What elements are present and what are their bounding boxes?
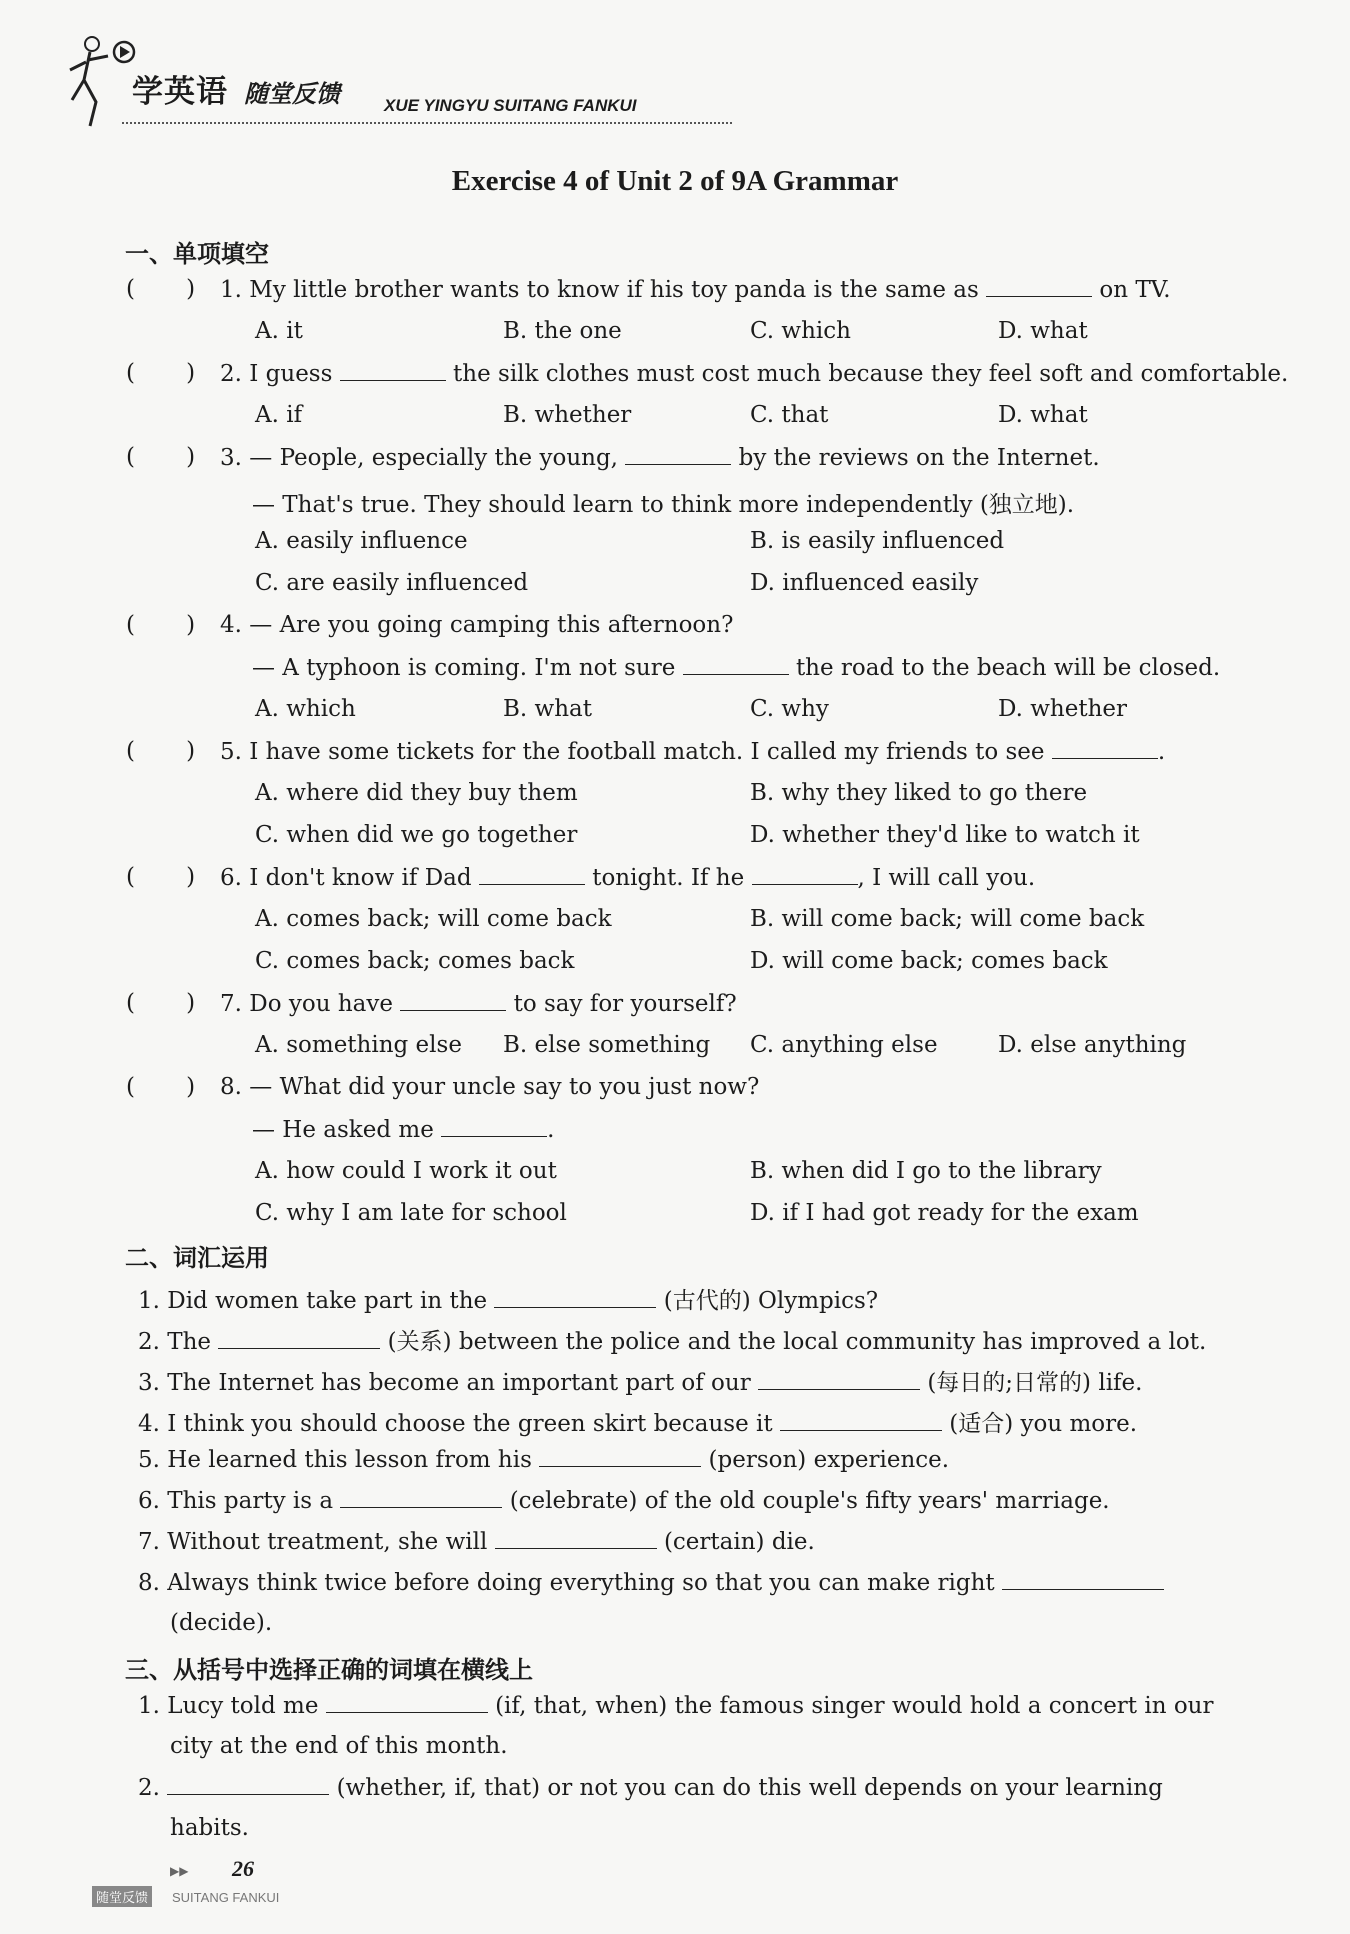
answer-blank[interactable]	[479, 864, 585, 885]
mc-option: A. it	[255, 318, 303, 344]
runner-figure-icon	[62, 30, 142, 130]
answer-blank[interactable]	[167, 1774, 329, 1795]
vocab-item-3: 3. The Internet has become an important part of our (每日的;日常的) life.	[138, 1370, 1143, 1396]
mc-option: B. the one	[503, 318, 622, 344]
vocab-item-1: 1. Did women take part in the (古代的) Olympics?	[138, 1288, 879, 1314]
section-title-3: 三、从括号中选择正确的词填在横线上	[125, 1656, 533, 1684]
answer-blank[interactable]	[752, 864, 858, 885]
vocab-item-8-cont: (decide).	[170, 1610, 273, 1636]
mc-option: D. what	[998, 402, 1088, 428]
brand-subtitle: 随堂反馈	[244, 80, 340, 108]
choose-item-1: 1. Lucy told me (if, that, when) the famous singer would hold a concert in our	[138, 1693, 1214, 1719]
mc-dialogue: — A typhoon is coming. I'm not sure the road to the beach will be closed.	[252, 655, 1221, 681]
answer-paren[interactable]: ( )	[126, 444, 196, 470]
mc-question-1: 1. My little brother wants to know if his toy panda is the same as on TV.	[220, 277, 1171, 303]
mc-option: B. when did I go to the library	[750, 1158, 1102, 1184]
mc-option: D. whether they'd like to watch it	[750, 822, 1140, 848]
mc-option: A. which	[255, 696, 356, 722]
mc-option: B. is easily influenced	[750, 528, 1005, 554]
brand-pinyin: XUE YINGYU SUITANG FANKUI	[384, 96, 637, 115]
answer-blank[interactable]	[625, 444, 731, 465]
choose-item-2: 2. (whether, if, that) or not you can do this well depends on your learning	[138, 1775, 1163, 1801]
mc-option: C. are easily influenced	[255, 570, 529, 596]
mc-option: D. what	[998, 318, 1088, 344]
mc-option: A. comes back; will come back	[255, 906, 612, 932]
vocab-item-7: 7. Without treatment, she will (certain) die.	[138, 1529, 815, 1555]
header	[62, 30, 682, 130]
mc-option: B. will come back; will come back	[750, 906, 1145, 932]
section-title-1: 一、单项填空	[125, 240, 269, 268]
answer-paren[interactable]: ( )	[126, 864, 196, 890]
answer-paren[interactable]: ( )	[126, 1074, 196, 1100]
mc-question-8: 8. — What did your uncle say to you just now?	[220, 1074, 760, 1100]
answer-paren[interactable]: ( )	[126, 738, 196, 764]
answer-blank[interactable]	[441, 1116, 547, 1137]
answer-blank[interactable]	[340, 1487, 502, 1508]
answer-blank[interactable]	[494, 1287, 656, 1308]
mc-dialogue: — That's true. They should learn to think more independently (独立地).	[252, 492, 1075, 518]
mc-option: D. else anything	[998, 1032, 1187, 1058]
answer-blank[interactable]	[683, 654, 789, 675]
mc-option: C. why I am late for school	[255, 1200, 567, 1226]
mc-question-5: 5. I have some tickets for the football match. I called my friends to see .	[220, 739, 1166, 765]
answer-paren[interactable]: ( )	[126, 276, 196, 302]
answer-blank[interactable]	[758, 1369, 920, 1390]
answer-blank[interactable]	[1002, 1569, 1164, 1590]
answer-blank[interactable]	[539, 1446, 701, 1467]
mc-question-6: 6. I don't know if Dad tonight. If he , I will call you.	[220, 865, 1036, 891]
answer-paren[interactable]: ( )	[126, 990, 196, 1016]
mc-option: C. anything else	[750, 1032, 938, 1058]
answer-blank[interactable]	[495, 1528, 657, 1549]
header-divider	[122, 122, 732, 124]
mc-question-3: 3. — People, especially the young, by the reviews on the Internet.	[220, 445, 1100, 471]
footer-brand: 随堂反馈	[92, 1886, 152, 1907]
mc-question-2: 2. I guess the silk clothes must cost much because they feel soft and comfortable.	[220, 361, 1289, 387]
mc-option: C. which	[750, 318, 851, 344]
mc-option: C. that	[750, 402, 829, 428]
answer-blank[interactable]	[340, 360, 446, 381]
page-title: Exercise 4 of Unit 2 of 9A Grammar	[451, 165, 899, 197]
answer-paren[interactable]: ( )	[126, 360, 196, 386]
mc-option: A. easily influence	[255, 528, 468, 554]
answer-blank[interactable]	[326, 1692, 488, 1713]
mc-option: D. influenced easily	[750, 570, 979, 596]
mc-option: C. comes back; comes back	[255, 948, 575, 974]
vocab-item-2: 2. The (关系) between the police and the local community has improved a lot.	[138, 1329, 1207, 1355]
double-arrow-icon: ▶▶	[170, 1864, 189, 1878]
answer-blank[interactable]	[986, 276, 1092, 297]
answer-paren[interactable]: ( )	[126, 612, 196, 638]
footer-brand-pinyin: SUITANG FANKUI	[172, 1890, 280, 1905]
choose-item-2-cont: habits.	[170, 1815, 249, 1841]
page-number: 26	[232, 1856, 254, 1881]
vocab-item-6: 6. This party is a (celebrate) of the old couple's fifty years' marriage.	[138, 1488, 1110, 1514]
vocab-item-5: 5. He learned this lesson from his (person) experience.	[138, 1447, 950, 1473]
mc-option: C. when did we go together	[255, 822, 578, 848]
mc-question-7: 7. Do you have to say for yourself?	[220, 991, 737, 1017]
mc-question-4: 4. — Are you going camping this afternoon?	[220, 612, 734, 638]
vocab-item-4: 4. I think you should choose the green skirt because it (适合) you more.	[138, 1411, 1138, 1437]
mc-option: A. how could I work it out	[255, 1158, 557, 1184]
mc-option: B. else something	[503, 1032, 711, 1058]
mc-option: D. whether	[998, 696, 1128, 722]
answer-blank[interactable]	[400, 990, 506, 1011]
brand-title: 学英语	[132, 74, 228, 110]
mc-option: A. where did they buy them	[255, 780, 578, 806]
answer-blank[interactable]	[218, 1328, 380, 1349]
mc-option: B. why they liked to go there	[750, 780, 1088, 806]
mc-option: A. if	[255, 402, 303, 428]
choose-item-1-cont: city at the end of this month.	[170, 1733, 508, 1759]
section-title-2: 二、词汇运用	[125, 1244, 269, 1272]
mc-option: A. something else	[255, 1032, 462, 1058]
mc-dialogue: — He asked me .	[252, 1117, 555, 1143]
mc-option: B. whether	[503, 402, 632, 428]
answer-blank[interactable]	[780, 1410, 942, 1431]
mc-option: D. if I had got ready for the exam	[750, 1200, 1139, 1226]
vocab-item-8: 8. Always think twice before doing everything so that you can make right	[138, 1569, 1164, 1596]
mc-option: C. why	[750, 696, 829, 722]
mc-option: D. will come back; comes back	[750, 948, 1108, 974]
answer-blank[interactable]	[1052, 738, 1158, 759]
mc-option: B. what	[503, 696, 592, 722]
